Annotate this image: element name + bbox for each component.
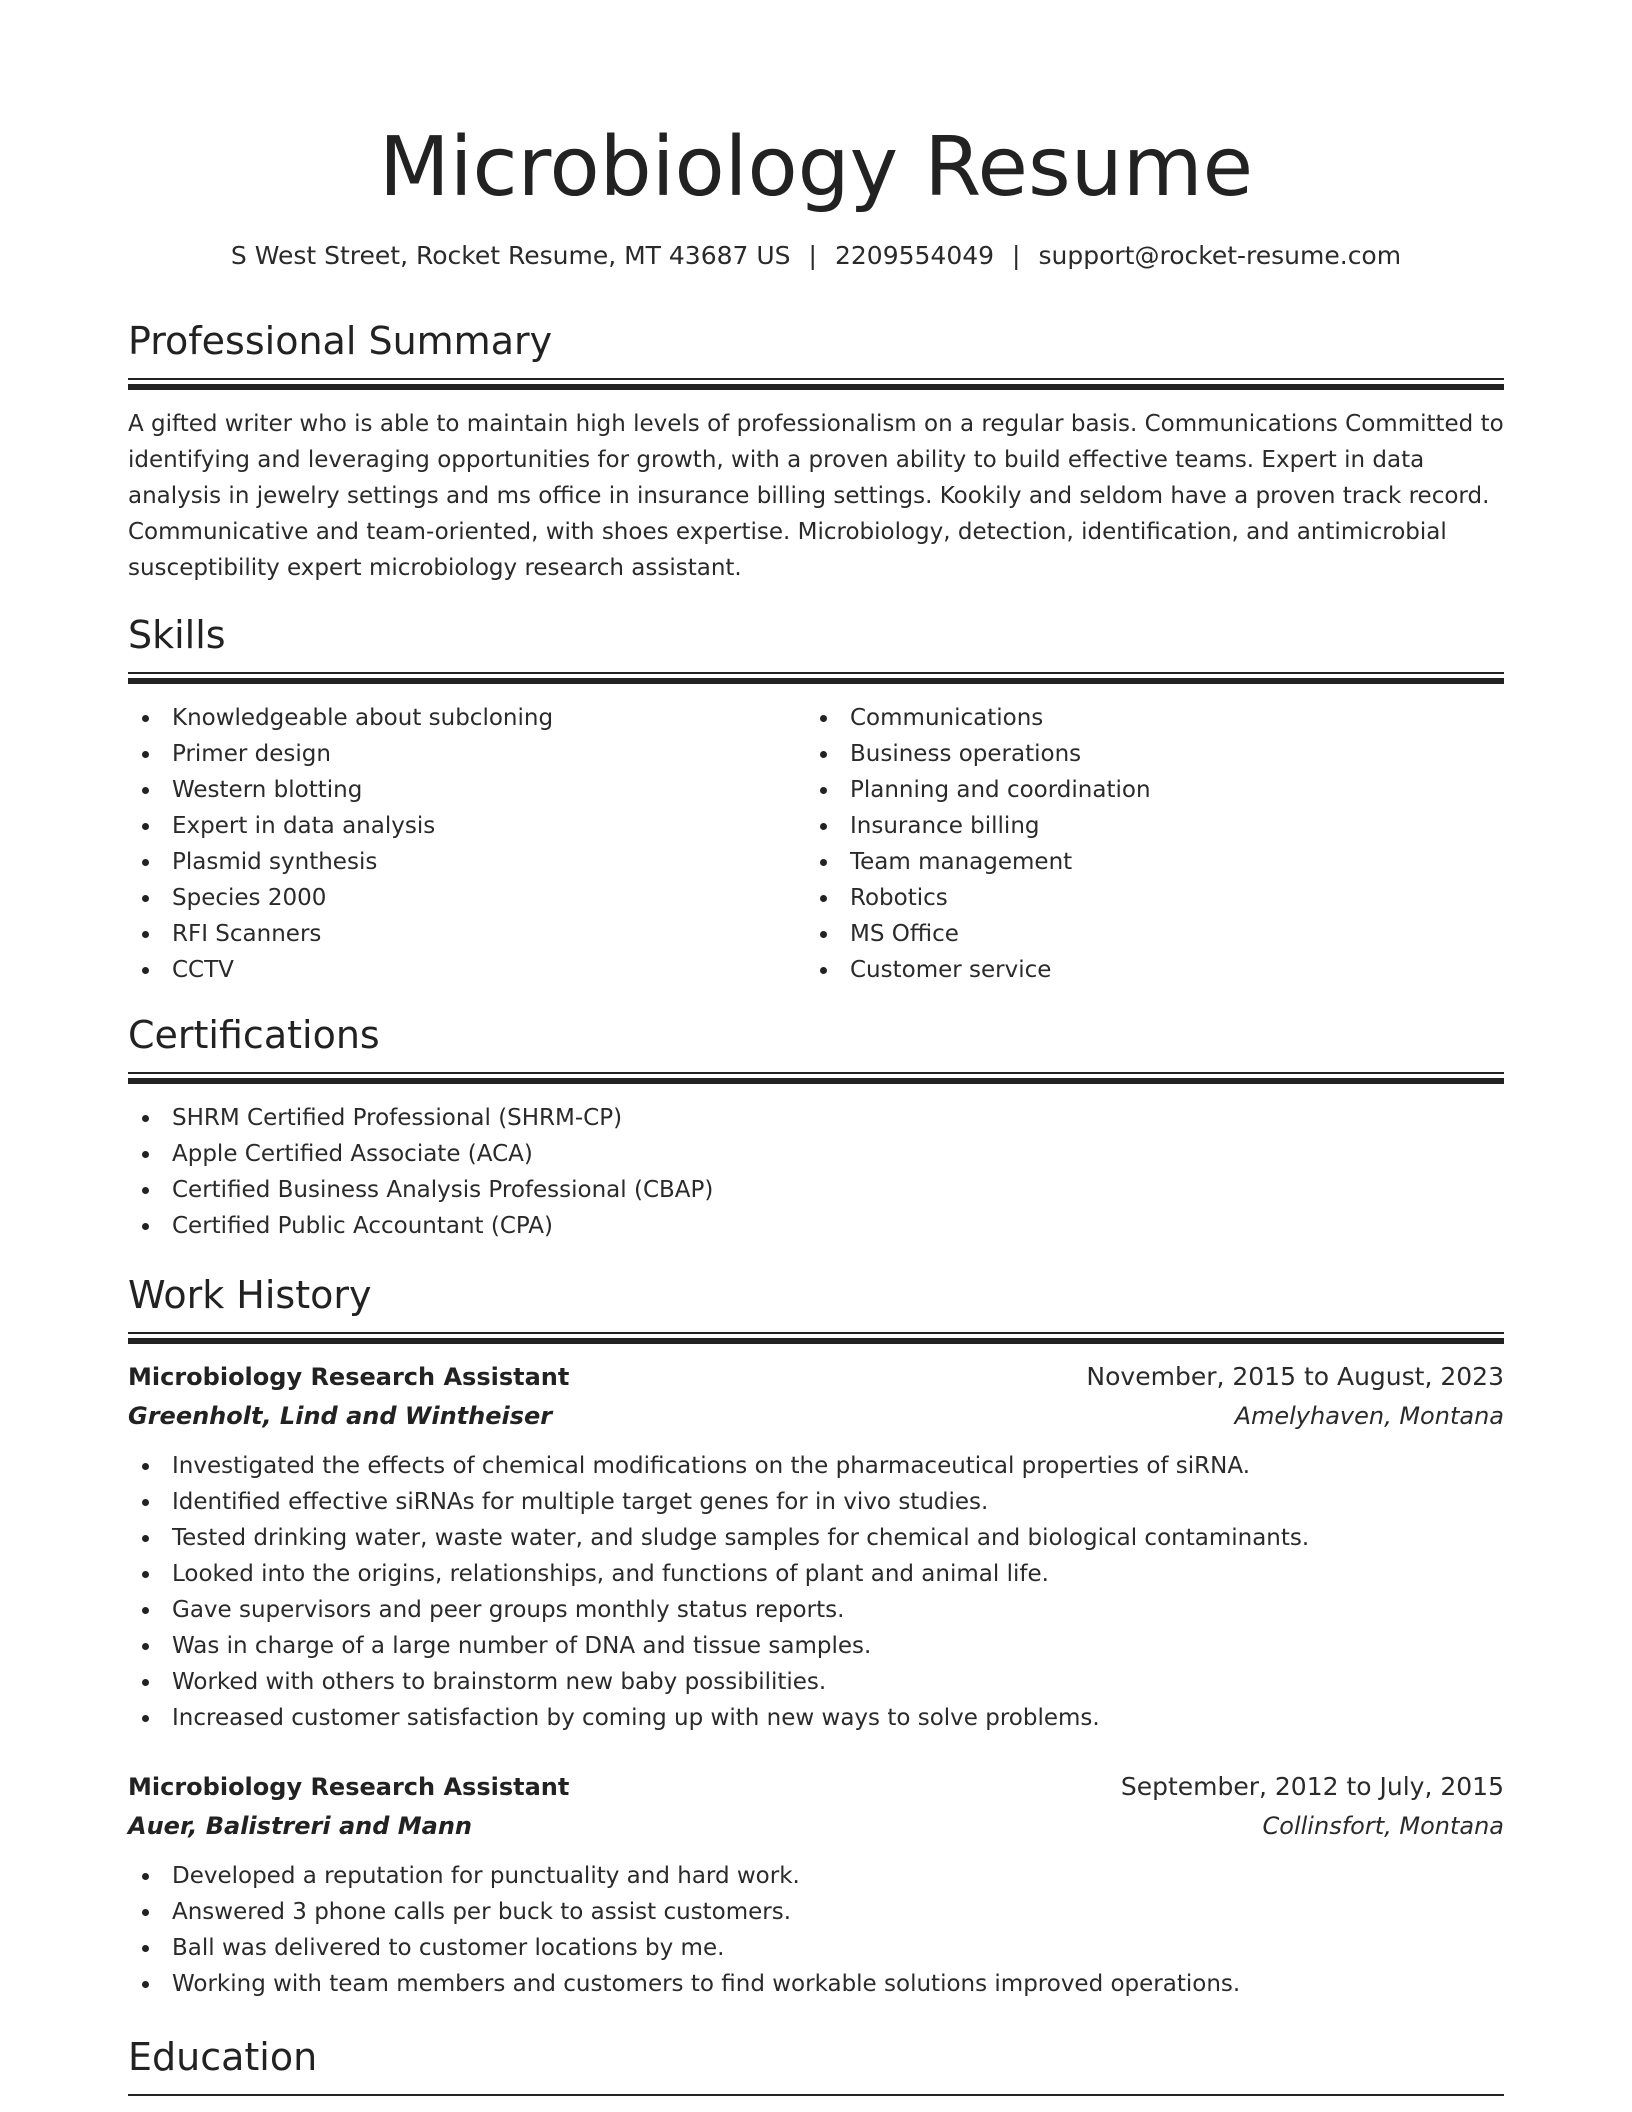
skill-item: Western blotting xyxy=(128,772,806,808)
contact-separator: | xyxy=(808,241,817,270)
certifications-list xyxy=(128,1100,1504,1244)
section-divider xyxy=(128,378,1504,390)
job-bullet: Investigated the effects of chemical modifications on the pharmaceutical properties of siRNA. xyxy=(128,1448,1504,1484)
certification-item: Certified Public Accountant (CPA) xyxy=(128,1208,1504,1244)
job-bullet: Answered 3 phone calls per buck to assist customers. xyxy=(128,1894,1504,1930)
job-bullets xyxy=(128,1448,1504,1736)
summary-section xyxy=(128,316,1504,586)
job-bullet: Worked with others to brainstorm new baby possibilities. xyxy=(128,1664,1504,1700)
contact-email: support@rocket-resume.com xyxy=(1038,241,1402,270)
section-title: Skills xyxy=(128,613,226,657)
certification-item: Apple Certified Associate (ACA) xyxy=(128,1136,1504,1172)
skill-item: Primer design xyxy=(128,736,806,772)
skills-list-left xyxy=(128,700,806,988)
section-title: Certifications xyxy=(128,1013,380,1057)
section-title: Education xyxy=(128,2035,318,2079)
resume-title: Microbiology Resume xyxy=(378,120,1254,215)
skill-item: Robotics xyxy=(806,880,1484,916)
job-bullet: Increased customer satisfaction by coming up with new ways to solve problems. xyxy=(128,1700,1504,1736)
job-dates: September, 2012 to July, 2015 xyxy=(1120,1772,1504,1801)
skills-columns xyxy=(128,700,1504,988)
section-divider xyxy=(128,1072,1504,1084)
skill-item: Knowledgeable about subcloning xyxy=(128,700,806,736)
job-header xyxy=(128,1768,1504,1806)
section-divider xyxy=(128,2094,1504,2096)
job-bullet: Looked into the origins, relationships, and functions of plant and animal life. xyxy=(128,1556,1504,1592)
contact-address: S West Street, Rocket Resume, MT 43687 US xyxy=(230,241,791,270)
skill-item: RFI Scanners xyxy=(128,916,806,952)
skill-item: Business operations xyxy=(806,736,1484,772)
skill-item: Expert in data analysis xyxy=(128,808,806,844)
job-entry xyxy=(128,1768,1504,2002)
skills-list-right xyxy=(806,700,1484,988)
job-bullet: Gave supervisors and peer groups monthly status reports. xyxy=(128,1592,1504,1628)
job-bullet: Identified effective siRNAs for multiple target genes for in vivo studies. xyxy=(128,1484,1504,1520)
section-divider xyxy=(128,1332,1504,1344)
skill-item: Plasmid synthesis xyxy=(128,844,806,880)
certification-item: Certified Business Analysis Professional (CBAP) xyxy=(128,1172,1504,1208)
job-entry xyxy=(128,1358,1504,1736)
job-header xyxy=(128,1358,1504,1396)
job-dates: November, 2015 to August, 2023 xyxy=(1086,1362,1504,1391)
job-title: Microbiology Research Assistant xyxy=(128,1773,570,1801)
contact-line xyxy=(128,238,1504,274)
job-bullet: Working with team members and customers to find workable solutions improved operations. xyxy=(128,1966,1504,2002)
section-title: Professional Summary xyxy=(128,319,553,363)
skill-item: CCTV xyxy=(128,952,806,988)
job-location: Collinsfort, Montana xyxy=(1262,1812,1504,1840)
job-subheader xyxy=(128,1396,1504,1436)
skill-item: Insurance billing xyxy=(806,808,1484,844)
skill-item: Team management xyxy=(806,844,1484,880)
work-history-section xyxy=(128,1270,1504,2002)
job-bullet: Developed a reputation for punctuality and hard work. xyxy=(128,1858,1504,1894)
skill-item: MS Office xyxy=(806,916,1484,952)
certifications-section xyxy=(128,1010,1504,1244)
job-bullet: Ball was delivered to customer locations by me. xyxy=(128,1930,1504,1966)
contact-separator: | xyxy=(1012,241,1021,270)
skill-item: Species 2000 xyxy=(128,880,806,916)
skill-item: Communications xyxy=(806,700,1484,736)
contact-phone: 2209554049 xyxy=(834,241,995,270)
job-bullet: Tested drinking water, waste water, and sludge samples for chemical and biological contaminants. xyxy=(128,1520,1504,1556)
skills-section xyxy=(128,610,1504,988)
job-company: Auer, Balistreri and Mann xyxy=(128,1812,473,1840)
job-title: Microbiology Research Assistant xyxy=(128,1363,570,1391)
skill-item: Customer service xyxy=(806,952,1484,988)
section-title: Work History xyxy=(128,1273,372,1317)
skill-item: Planning and coordination xyxy=(806,772,1484,808)
certification-item: SHRM Certified Professional (SHRM-CP) xyxy=(128,1100,1504,1136)
job-company: Greenholt, Lind and Wintheiser xyxy=(128,1402,553,1430)
job-bullet: Was in charge of a large number of DNA and tissue samples. xyxy=(128,1628,1504,1664)
job-subheader xyxy=(128,1806,1504,1846)
education-section xyxy=(128,2032,1504,2096)
section-divider xyxy=(128,672,1504,684)
job-bullets xyxy=(128,1858,1504,2002)
job-location: Amelyhaven, Montana xyxy=(1234,1402,1504,1430)
summary-text: A gifted writer who is able to maintain high levels of professionalism on a regular basis. Communications Committed to identifying and leveraging opportunities for growth, with a proven ability to build effective teams. Expert in data analysis in jewelry settings and ms office in insurance billing settings. Kookily and seldom have a proven track record. Communicative and team-oriented, with shoes expertise. Microbiology, detection, identification, and antimicrobial susceptibility expert microbiology research assistant. xyxy=(128,411,1504,581)
